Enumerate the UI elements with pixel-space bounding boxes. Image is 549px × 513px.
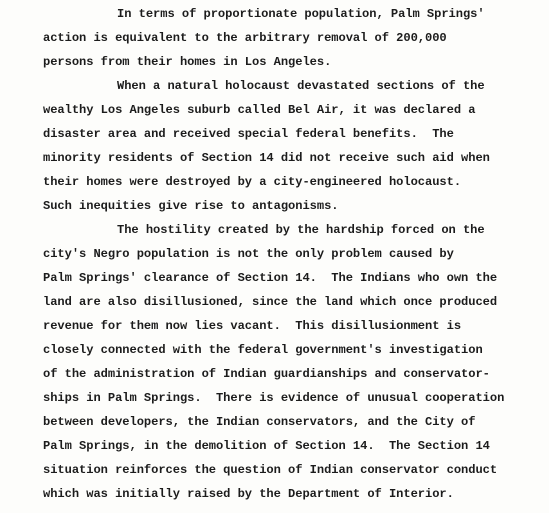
text-line: revenue for them now lies vacant. This disillusionment is (43, 319, 462, 333)
text-line: disaster area and received special federal benefits. The (43, 127, 454, 141)
text-line: persons from their homes in Los Angeles. (43, 55, 332, 69)
text-line: The hostility created by the hardship forced on the (117, 223, 485, 237)
text-line: ships in Palm Springs. There is evidence of unusual cooperation (43, 391, 505, 405)
text-line: of the administration of Indian guardianships and conservator- (43, 367, 490, 381)
text-line: between developers, the Indian conservators, and the City of (43, 415, 476, 429)
text-line: which was initially raised by the Department of Interior. (43, 487, 454, 501)
text-line: When a natural holocaust devastated sections of the (117, 79, 485, 93)
text-line: In terms of proportionate population, Palm Springs' (117, 7, 485, 21)
text-line: closely connected with the federal government's investigation (43, 343, 483, 357)
text-line: wealthy Los Angeles suburb called Bel Air, it was declared a (43, 103, 476, 117)
text-line: city's Negro population is not the only problem caused by (43, 247, 454, 261)
text-line: action is equivalent to the arbitrary removal of 200,000 (43, 31, 447, 45)
text-line: Palm Springs' clearance of Section 14. The Indians who own the (43, 271, 498, 285)
text-line: their homes were destroyed by a city-engineered holocaust. (43, 175, 462, 189)
text-line: minority residents of Section 14 did not receive such aid when (43, 151, 490, 165)
text-line: situation reinforces the question of Indian conservator conduct (43, 463, 498, 477)
text-line: Such inequities give rise to antagonisms. (43, 199, 339, 213)
text-line: Palm Springs, in the demolition of Section 14. The Section 14 (43, 439, 490, 453)
text-line: land are also disillusioned, since the land which once produced (43, 295, 498, 309)
